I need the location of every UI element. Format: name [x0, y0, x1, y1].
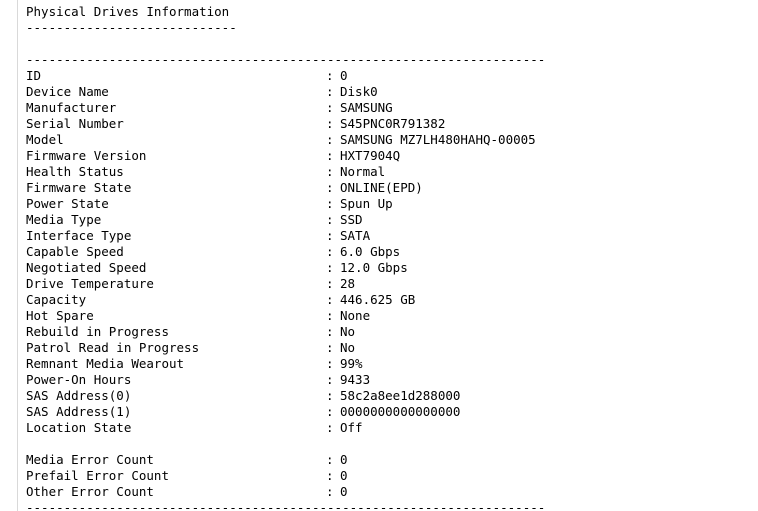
field-value: None: [340, 308, 371, 323]
drive-field-list: [26, 68, 758, 436]
drive-field-row: [26, 100, 758, 116]
field-separator: :: [326, 372, 334, 387]
field-label: Power State: [26, 196, 109, 211]
line-number: [0, 212, 17, 228]
drive-field-row: [26, 356, 758, 372]
drive-field-row: [26, 148, 758, 164]
field-label: Device Name: [26, 84, 109, 99]
field-separator: :: [326, 100, 334, 115]
line-number: [0, 420, 17, 436]
line-number: [0, 308, 17, 324]
field-separator: :: [326, 132, 334, 147]
field-label: Rebuild in Progress: [26, 324, 169, 339]
field-label: Remnant Media Wearout: [26, 356, 185, 371]
line-number: [0, 196, 17, 212]
field-label: Manufacturer: [26, 100, 117, 115]
drive-field-row: [26, 340, 758, 356]
line-number: [0, 468, 17, 484]
field-label: SAS Address(0): [26, 388, 132, 403]
field-value: Disk0: [340, 84, 378, 99]
field-label: Power-On Hours: [26, 372, 132, 387]
line-number: [0, 116, 17, 132]
field-label: SAS Address(1): [26, 404, 132, 419]
field-label: Firmware Version: [26, 148, 147, 163]
line-number: [0, 372, 17, 388]
line-number: [0, 324, 17, 340]
divider-top: ---------------------------------------------------------------------: [26, 52, 546, 67]
field-label: Interface Type: [26, 228, 132, 243]
drive-field-row: [26, 260, 758, 276]
line-number: [0, 100, 17, 116]
field-separator: :: [326, 308, 334, 323]
field-label: Other Error Count: [26, 484, 154, 499]
field-label: Media Error Count: [26, 452, 154, 467]
field-separator: :: [326, 324, 334, 339]
field-label: Health Status: [26, 164, 124, 179]
field-separator: :: [326, 196, 334, 211]
field-value: HXT7904Q: [340, 148, 401, 163]
drive-field-row: [26, 372, 758, 388]
blank-line: [26, 436, 758, 452]
field-label: Firmware State: [26, 180, 132, 195]
field-value: 12.0 Gbps: [340, 260, 408, 275]
field-separator: :: [326, 116, 334, 131]
field-value: 446.625 GB: [340, 292, 416, 307]
field-value: 0000000000000000: [340, 404, 461, 419]
line-number: [0, 292, 17, 308]
drive-field-row: [26, 196, 758, 212]
drive-field-row: [26, 420, 758, 436]
field-separator: :: [326, 356, 334, 371]
drive-field-row: [26, 308, 758, 324]
field-label: Drive Temperature: [26, 276, 154, 291]
field-label: Hot Spare: [26, 308, 94, 323]
field-label: Prefail Error Count: [26, 468, 169, 483]
field-separator: :: [326, 468, 334, 483]
line-number: [0, 20, 17, 36]
drive-field-row: [26, 276, 758, 292]
drive-field-row: [26, 180, 758, 196]
field-label: Model: [26, 132, 64, 147]
drive-field-row: [26, 132, 758, 148]
field-separator: :: [326, 484, 334, 499]
field-value: 9433: [340, 372, 371, 387]
field-value: 6.0 Gbps: [340, 244, 401, 259]
line-number: [0, 132, 17, 148]
line-number: [0, 180, 17, 196]
field-value: 0: [340, 484, 348, 499]
field-value: ONLINE(EPD): [340, 180, 423, 195]
line-number: [0, 356, 17, 372]
field-value: SSD: [340, 212, 363, 227]
report-body: [18, 0, 758, 511]
drive-field-row: [26, 388, 758, 404]
field-value: SATA: [340, 228, 371, 243]
report-heading: Physical Drives Information: [26, 4, 230, 19]
field-label: Negotiated Speed: [26, 260, 147, 275]
line-number: [0, 4, 17, 20]
drive-field-row: [26, 228, 758, 244]
drive-field-row: [26, 84, 758, 100]
field-value: No: [340, 340, 356, 355]
line-number: [0, 244, 17, 260]
line-number: [0, 228, 17, 244]
drive-field-row: [26, 292, 758, 308]
blank-line: [26, 36, 758, 52]
line-number: [0, 404, 17, 420]
field-value: 58c2a8ee1d288000: [340, 388, 461, 403]
error-count-list: [26, 452, 758, 500]
line-number: [0, 340, 17, 356]
field-separator: :: [326, 340, 334, 355]
report-heading-underline: ----------------------------: [26, 20, 237, 35]
field-separator: :: [326, 276, 334, 291]
line-number: [0, 436, 17, 452]
line-number: [0, 388, 17, 404]
field-separator: :: [326, 148, 334, 163]
field-separator: :: [326, 244, 334, 259]
drive-field-row: [26, 212, 758, 228]
field-separator: :: [326, 68, 334, 83]
drive-field-row: [26, 68, 758, 84]
drive-field-row: [26, 164, 758, 180]
field-value: Normal: [340, 164, 386, 179]
field-separator: :: [326, 388, 334, 403]
line-number: [0, 260, 17, 276]
drive-field-row: [26, 244, 758, 260]
line-number: [0, 148, 17, 164]
field-separator: :: [326, 452, 334, 467]
error-count-row: [26, 468, 758, 484]
line-number: [0, 68, 17, 84]
line-number-gutter: [0, 0, 18, 511]
field-value: 0: [340, 468, 348, 483]
line-number: [0, 452, 17, 468]
line-number: [0, 276, 17, 292]
line-number: [0, 84, 17, 100]
field-value: 0: [340, 452, 348, 467]
line-number: [0, 164, 17, 180]
divider-bottom: ---------------------------------------------------------------------: [26, 500, 546, 511]
field-separator: :: [326, 212, 334, 227]
field-value: S45PNC0R791382: [340, 116, 446, 131]
line-number: [0, 52, 17, 68]
field-separator: :: [326, 228, 334, 243]
field-separator: :: [326, 260, 334, 275]
field-label: Media Type: [26, 212, 102, 227]
field-label: Patrol Read in Progress: [26, 340, 200, 355]
field-value: 99%: [340, 356, 363, 371]
field-separator: :: [326, 404, 334, 419]
field-value: Spun Up: [340, 196, 393, 211]
error-count-row: [26, 484, 758, 500]
drive-field-row: [26, 404, 758, 420]
field-value: SAMSUNG: [340, 100, 393, 115]
field-value: No: [340, 324, 356, 339]
field-separator: :: [326, 292, 334, 307]
field-label: Serial Number: [26, 116, 124, 131]
field-value: 28: [340, 276, 356, 291]
field-label: Capacity: [26, 292, 87, 307]
line-number: [0, 484, 17, 500]
field-separator: :: [326, 84, 334, 99]
field-label: Location State: [26, 420, 132, 435]
field-value: Off: [340, 420, 363, 435]
field-label: Capable Speed: [26, 244, 124, 259]
field-separator: :: [326, 164, 334, 179]
field-value: SAMSUNG MZ7LH480HAHQ-00005: [340, 132, 536, 147]
drive-field-row: [26, 324, 758, 340]
line-number: [0, 36, 17, 52]
field-separator: :: [326, 420, 334, 435]
field-label: ID: [26, 68, 42, 83]
field-value: 0: [340, 68, 348, 83]
error-count-row: [26, 452, 758, 468]
field-separator: :: [326, 180, 334, 195]
drive-field-row: [26, 116, 758, 132]
